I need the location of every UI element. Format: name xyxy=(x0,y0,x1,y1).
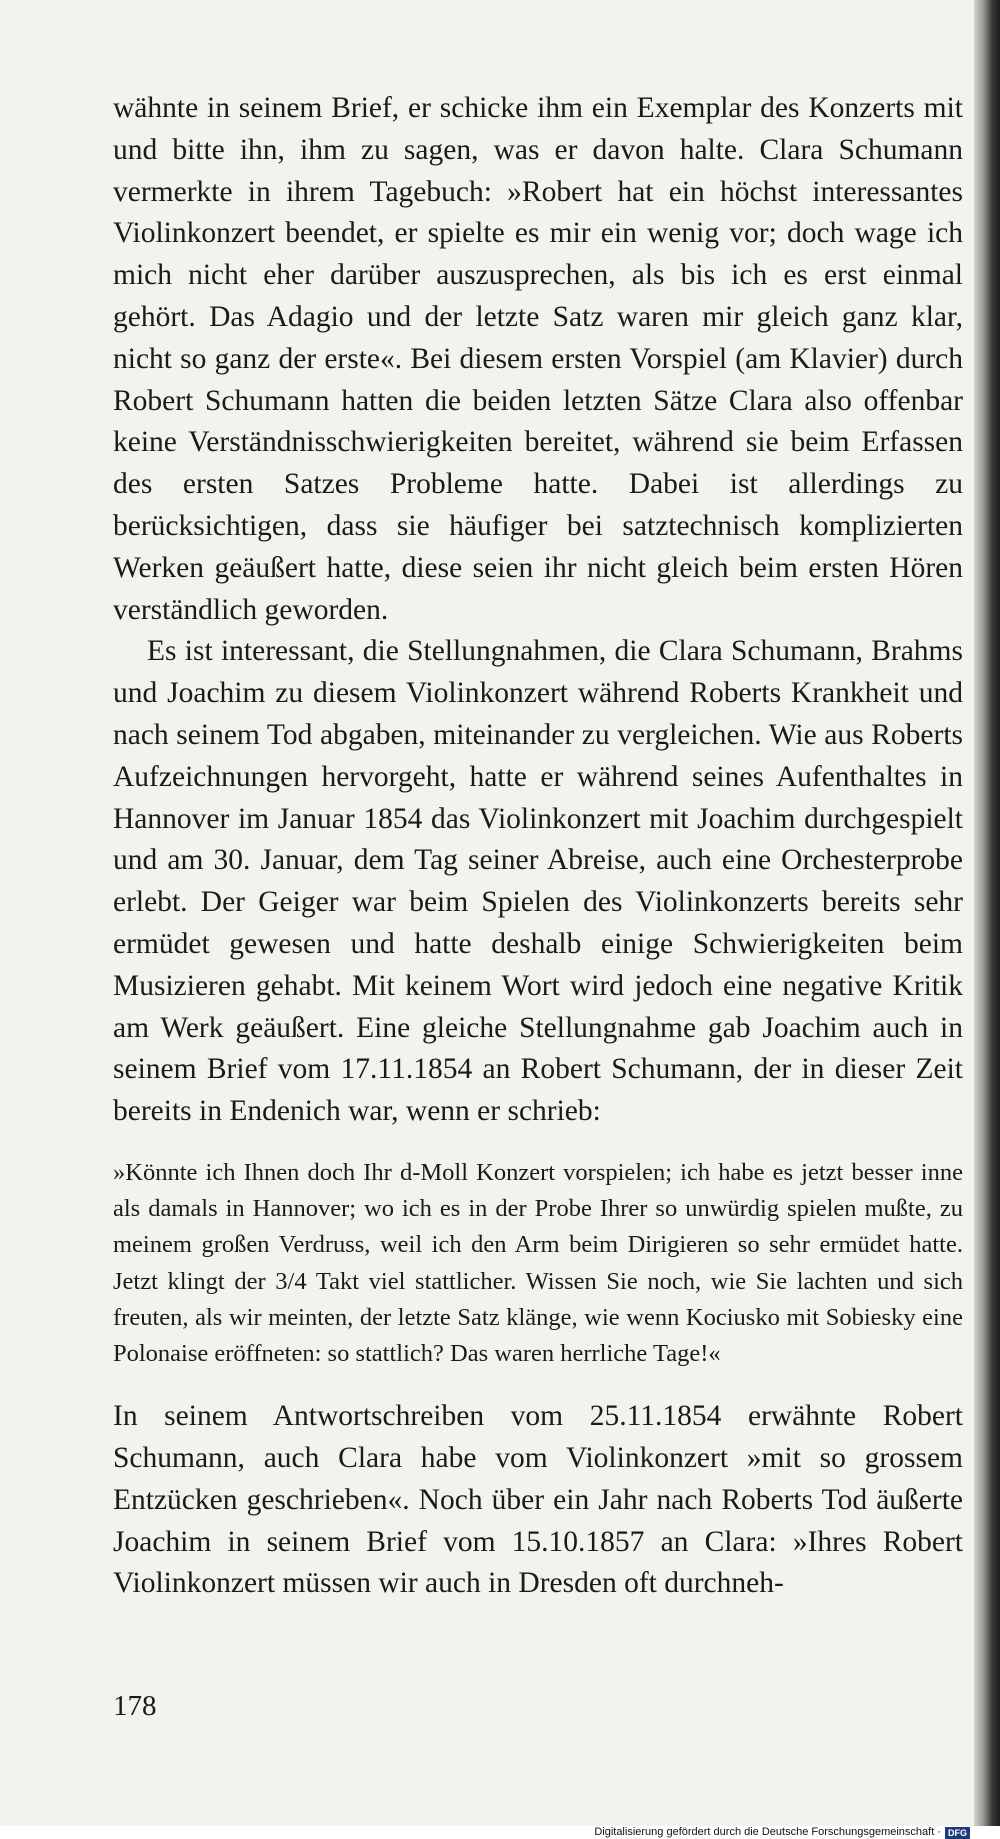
page-body xyxy=(113,88,963,1605)
book-spine-shadow xyxy=(974,0,1000,1839)
paragraph-continuation: wähnte in seinem Brief, er schicke ihm ein Exemplar des Konzerts mit und bitte ihn, ihm zu sagen, was er davon halte. Clara Schumann vermerkte in ihrem Tagebuch: »Robert hat ein höchst interessantes Violinkonzert beendet, er spielte es mir ein wenig vor; doch wage ich mich nicht eher darüber auszusprechen, als bis ich es erst einmal gehört. Das Adagio und der letzte Satz waren mir gleich ganz klar, nicht so ganz der erste«. Bei diesem ersten Vorspiel (am Klavier) durch Robert Schumann hatten die beiden letzten Sätze Clara also offenbar keine Verständnisschwierigkeiten bereitet, während sie beim Erfassen des ersten Satzes Probleme hatte. Dabei ist allerdings zu berücksichtigen, dass sie häufiger bei satztechnisch komplizierten Werken geäußert hatte, diese seien ihr nicht gleich beim ersten Hören verständlich geworden. xyxy=(113,92,963,626)
digitization-credit xyxy=(594,1826,970,1839)
credit-text: Digitalisierung gefördert durch die Deutsche Forschungsgemeinschaft · xyxy=(594,1826,941,1838)
paragraph-antwortschreiben: In seinem Antwortschreiben vom 25.11.1854 erwähnte Robert Schumann, auch Clara habe vom Violinkonzert »mit so grossem Entzücken geschrieben«. Noch über ein Jahr nach Roberts Tod äußerte Joachim in seinem Brief vom 15.10.1857 an Clara: »Ihres Robert Violinkonzert müssen wir auch in Dresden oft durchneh- xyxy=(113,1400,963,1600)
page-number: 178 xyxy=(113,1690,157,1722)
paragraph-stellungnahmen: Es ist interessant, die Stellungnahmen, die Clara Schumann, Brahms und Joachim zu diesem Violinkonzert während Roberts Krankheit und nach seinem Tod abgaben, miteinander zu vergleichen. Wie aus Roberts Aufzeichnungen hervorgeht, hatte er während seines Aufenthaltes in Hannover im Januar 1854 das Violinkonzert mit Joachim durchgespielt und am 30. Januar, dem Tag seiner Abreise, auch eine Orchesterprobe erlebt. Der Geiger war beim Spielen des Violinkonzerts bereits sehr ermüdet gewesen und hatte deshalb einige Schwierigkeiten beim Musizieren gehabt. Mit keinem Wort wird jedoch eine negative Kritik am Werk geäußert. Eine gleiche Stellungnahme gab Joachim auch in seinem Brief vom 17.11.1854 an Robert Schumann, der in dieser Zeit bereits in Endenich war, wenn er schrieb: xyxy=(113,635,963,1128)
dfg-logo: DFG xyxy=(945,1827,970,1839)
block-quote-joachim-letter: »Könnte ich Ihnen doch Ihr d-Moll Konzert vorspielen; ich habe es jetzt besser inne als damals in Hannover; wo ich es in der Probe Ihrer so unwürdig spielen mußte, zu meinem großen Verdruss, weil ich den Arm beim Dirigieren so sehr ermüdet hatte. Jetzt klingt der 3/4 Takt viel stattlicher. Wissen Sie noch, wie Sie lachten und sich freuten, als wir meinten, der letzte Satz klänge, wie wenn Kociusko mit Sobiesky eine Polonaise eröffneten: so stattlich? Das waren herrliche Tage!« xyxy=(113,1158,963,1367)
